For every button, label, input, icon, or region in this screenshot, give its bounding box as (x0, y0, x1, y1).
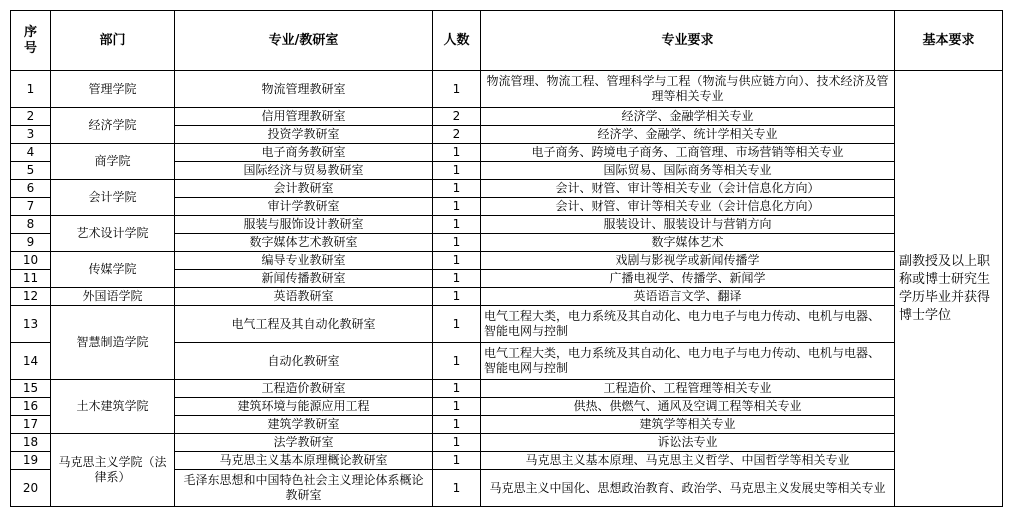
row-seq: 17 (11, 416, 51, 434)
table-row (11, 288, 1003, 306)
major-req-cell: 经济学、金融学、统计学相关专业 (481, 126, 895, 144)
count-cell: 1 (433, 343, 481, 380)
department-cell: 管理学院 (51, 71, 175, 108)
count-cell: 2 (433, 126, 481, 144)
count-cell: 1 (433, 470, 481, 507)
major-req-cell: 建筑学等相关专业 (481, 416, 895, 434)
table-row (11, 180, 1003, 198)
header-count: 人数 (433, 11, 481, 71)
count-cell: 1 (433, 398, 481, 416)
department-cell: 艺术设计学院 (51, 216, 175, 252)
major-req-cell: 经济学、金融学相关专业 (481, 108, 895, 126)
office-cell: 工程造价教研室 (175, 380, 433, 398)
row-seq: 13 (11, 306, 51, 343)
row-seq: 16 (11, 398, 51, 416)
count-cell: 1 (433, 452, 481, 470)
row-seq: 5 (11, 162, 51, 180)
major-req-cell: 英语语言文学、翻译 (481, 288, 895, 306)
header-seq: 序号 (11, 11, 51, 71)
count-cell: 1 (433, 71, 481, 108)
office-cell: 投资学教研室 (175, 126, 433, 144)
table-row (11, 144, 1003, 162)
major-req-cell: 电子商务、跨境电子商务、工商管理、市场营销等相关专业 (481, 144, 895, 162)
basic-requirement-cell: 副教授及以上职称或博士研究生学历毕业并获得博士学位 (895, 71, 1003, 507)
department-cell: 经济学院 (51, 108, 175, 144)
office-cell: 审计学教研室 (175, 198, 433, 216)
office-cell: 编导专业教研室 (175, 252, 433, 270)
row-seq: 15 (11, 380, 51, 398)
row-seq: 11 (11, 270, 51, 288)
department-cell: 商学院 (51, 144, 175, 180)
count-cell: 1 (433, 288, 481, 306)
major-req-cell: 会计、财管、审计等相关专业（会计信息化方向） (481, 180, 895, 198)
major-req-cell: 电气工程大类，电力系统及其自动化、电力电子与电力传动、电机与电器、智能电网与控制 (481, 306, 895, 343)
department-cell: 传媒学院 (51, 252, 175, 288)
major-req-cell: 广播电视学、传播学、新闻学 (481, 270, 895, 288)
table-row (11, 216, 1003, 234)
row-seq: 3 (11, 126, 51, 144)
recruitment-table (10, 10, 1003, 507)
count-cell: 1 (433, 162, 481, 180)
table-row (11, 434, 1003, 452)
major-req-cell: 马克思主义中国化、思想政治教育、政治学、马克思主义发展史等相关专业 (481, 470, 895, 507)
office-cell: 毛泽东思想和中国特色社会主义理论体系概论教研室 (175, 470, 433, 507)
office-cell: 服装与服饰设计教研室 (175, 216, 433, 234)
office-cell: 建筑环境与能源应用工程 (175, 398, 433, 416)
department-cell: 智慧制造学院 (51, 306, 175, 380)
office-cell: 新闻传播教研室 (175, 270, 433, 288)
major-req-cell: 会计、财管、审计等相关专业（会计信息化方向） (481, 198, 895, 216)
department-cell: 土木建筑学院 (51, 380, 175, 434)
table-row (11, 252, 1003, 270)
header-major-req: 专业要求 (481, 11, 895, 71)
table-row (11, 71, 1003, 108)
row-seq: 10 (11, 252, 51, 270)
major-req-cell: 物流管理、物流工程、管理科学与工程（物流与供应链方向）、技术经济及管理等相关专业 (481, 71, 895, 108)
office-cell: 信用管理教研室 (175, 108, 433, 126)
department-cell: 外国语学院 (51, 288, 175, 306)
major-req-cell: 诉讼法专业 (481, 434, 895, 452)
count-cell: 2 (433, 108, 481, 126)
office-cell: 电子商务教研室 (175, 144, 433, 162)
table-row (11, 380, 1003, 398)
major-req-cell: 电气工程大类，电力系统及其自动化、电力电子与电力传动、电机与电器、智能电网与控制 (481, 343, 895, 380)
header-major-office: 专业/教研室 (175, 11, 433, 71)
major-req-cell: 戏剧与影视学或新闻传播学 (481, 252, 895, 270)
office-cell: 自动化教研室 (175, 343, 433, 380)
row-seq: 8 (11, 216, 51, 234)
row-seq: 4 (11, 144, 51, 162)
major-req-cell: 马克思主义基本原理、马克思主义哲学、中国哲学等相关专业 (481, 452, 895, 470)
table-header-row (11, 11, 1003, 71)
office-cell: 会计教研室 (175, 180, 433, 198)
row-seq: 1 (11, 71, 51, 108)
header-dept: 部门 (51, 11, 175, 71)
count-cell: 1 (433, 180, 481, 198)
office-cell: 电气工程及其自动化教研室 (175, 306, 433, 343)
major-req-cell: 服装设计、服装设计与营销方向 (481, 216, 895, 234)
count-cell: 1 (433, 434, 481, 452)
count-cell: 1 (433, 252, 481, 270)
office-cell: 建筑学教研室 (175, 416, 433, 434)
row-seq: 2 (11, 108, 51, 126)
office-cell: 法学教研室 (175, 434, 433, 452)
row-seq: 19 (11, 452, 51, 470)
department-cell: 会计学院 (51, 180, 175, 216)
table-row (11, 108, 1003, 126)
row-seq: 12 (11, 288, 51, 306)
count-cell: 1 (433, 380, 481, 398)
table-row (11, 306, 1003, 343)
office-cell: 国际经济与贸易教研室 (175, 162, 433, 180)
count-cell: 1 (433, 234, 481, 252)
count-cell: 1 (433, 416, 481, 434)
office-cell: 数字媒体艺术教研室 (175, 234, 433, 252)
count-cell: 1 (433, 144, 481, 162)
row-seq: 9 (11, 234, 51, 252)
recruitment-table-container (10, 10, 1003, 507)
header-basic-req: 基本要求 (895, 11, 1003, 71)
major-req-cell: 数字媒体艺术 (481, 234, 895, 252)
major-req-cell: 工程造价、工程管理等相关专业 (481, 380, 895, 398)
row-seq: 6 (11, 180, 51, 198)
office-cell: 英语教研室 (175, 288, 433, 306)
office-cell: 物流管理教研室 (175, 71, 433, 108)
count-cell: 1 (433, 198, 481, 216)
count-cell: 1 (433, 216, 481, 234)
count-cell: 1 (433, 270, 481, 288)
count-cell: 1 (433, 306, 481, 343)
department-cell: 马克思主义学院（法律系） (51, 434, 175, 507)
row-seq: 20 (11, 470, 51, 507)
row-seq: 14 (11, 343, 51, 380)
row-seq: 18 (11, 434, 51, 452)
major-req-cell: 国际贸易、国际商务等相关专业 (481, 162, 895, 180)
row-seq: 7 (11, 198, 51, 216)
major-req-cell: 供热、供燃气、通风及空调工程等相关专业 (481, 398, 895, 416)
office-cell: 马克思主义基本原理概论教研室 (175, 452, 433, 470)
